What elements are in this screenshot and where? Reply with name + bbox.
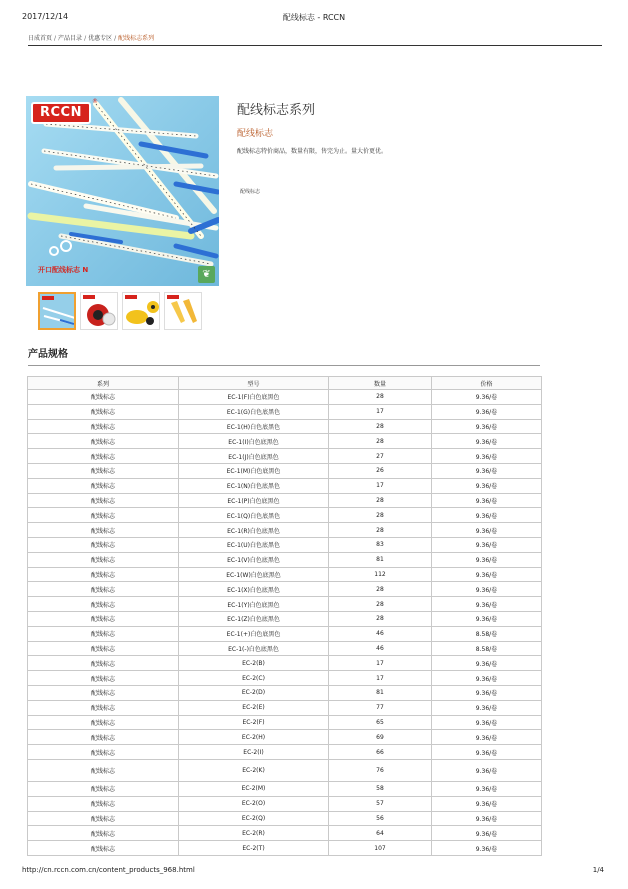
table-row	[28, 523, 542, 538]
column-header: 型号	[179, 377, 329, 390]
price-cell: 8.58/卷	[432, 641, 542, 656]
quantity-cell: 17	[329, 656, 432, 671]
quantity-cell: 28	[329, 434, 432, 449]
price-cell: 9.36/卷	[432, 826, 542, 841]
column-header: 系列	[28, 377, 179, 390]
model-cell: EC-1(N)白色底黑色	[179, 478, 329, 493]
model-cell: EC-1(J)白色底黑色	[179, 449, 329, 464]
quantity-cell: 81	[329, 685, 432, 700]
model-cell: EC-1(F)白色底黑色	[179, 390, 329, 405]
price-cell: 9.36/卷	[432, 508, 542, 523]
model-cell: EC-1(M)白色底黑色	[179, 463, 329, 478]
thumbnail-logo-tag	[83, 295, 95, 299]
series-cell: 配线标志	[28, 715, 179, 730]
thumbnail-2[interactable]	[80, 292, 118, 330]
quantity-cell: 65	[329, 715, 432, 730]
series-cell: 配线标志	[28, 759, 179, 781]
quantity-cell: 69	[329, 730, 432, 745]
thumbnail-logo-tag	[167, 295, 179, 299]
model-cell: EC-2(D)	[179, 685, 329, 700]
model-cell: EC-1(Y)白色底黑色	[179, 597, 329, 612]
column-header: 价格	[432, 377, 542, 390]
thumbnail-1[interactable]	[38, 292, 76, 330]
table-row	[28, 715, 542, 730]
series-cell: 配线标志	[28, 597, 179, 612]
model-cell: EC-1(Z)白色底黑色	[179, 611, 329, 626]
quantity-cell: 83	[329, 537, 432, 552]
thumbnail-logo-tag	[42, 296, 54, 300]
quantity-cell: 28	[329, 419, 432, 434]
price-cell: 8.58/卷	[432, 626, 542, 641]
model-cell: EC-1(V)白色底黑色	[179, 552, 329, 567]
model-cell: EC-1(W)白色底黑色	[179, 567, 329, 582]
price-cell: 9.36/卷	[432, 434, 542, 449]
model-cell: EC-2(M)	[179, 781, 329, 796]
table-row	[28, 656, 542, 671]
quantity-cell: 28	[329, 582, 432, 597]
price-cell: 9.36/卷	[432, 523, 542, 538]
product-subtitle: 配线标志	[237, 129, 274, 139]
model-cell: EC-2(E)	[179, 700, 329, 715]
price-cell: 9.36/卷	[432, 811, 542, 826]
model-cell: EC-1(I)白色底黑色	[179, 434, 329, 449]
quantity-cell: 28	[329, 508, 432, 523]
table-row	[28, 508, 542, 523]
series-cell: 配线标志	[28, 841, 179, 856]
series-cell: 配线标志	[28, 656, 179, 671]
model-cell: EC-1(-)白色底黑色	[179, 641, 329, 656]
quantity-cell: 112	[329, 567, 432, 582]
model-cell: EC-2(O)	[179, 796, 329, 811]
series-cell: 配线标志	[28, 796, 179, 811]
price-cell: 9.36/卷	[432, 671, 542, 686]
series-cell: 配线标志	[28, 641, 179, 656]
breadcrumb-catalog-link[interactable]: 产品目录	[58, 35, 83, 42]
price-cell: 9.36/卷	[432, 493, 542, 508]
model-cell: EC-1(Q)白色底黑色	[179, 508, 329, 523]
model-cell: EC-1(U)白色底黑色	[179, 537, 329, 552]
column-header: 数量	[329, 377, 432, 390]
table-row	[28, 390, 542, 405]
price-cell: 9.36/卷	[432, 745, 542, 760]
table-row	[28, 811, 542, 826]
price-cell: 9.36/卷	[432, 685, 542, 700]
model-cell: EC-1(H)白色底黑色	[179, 419, 329, 434]
rccn-logo: RCCN	[31, 102, 91, 124]
quantity-cell: 26	[329, 463, 432, 478]
quantity-cell: 64	[329, 826, 432, 841]
model-cell: EC-2(K)	[179, 759, 329, 781]
quantity-cell: 17	[329, 404, 432, 419]
model-cell: EC-2(I)	[179, 745, 329, 760]
print-date: 2017/12/14	[22, 12, 69, 21]
quantity-cell: 57	[329, 796, 432, 811]
series-cell: 配线标志	[28, 582, 179, 597]
series-cell: 配线标志	[28, 730, 179, 745]
model-cell: EC-2(C)	[179, 671, 329, 686]
series-cell: 配线标志	[28, 390, 179, 405]
breadcrumb-separator: /	[114, 35, 117, 42]
series-cell: 配线标志	[28, 745, 179, 760]
hero-caption: 开口配线标志 N	[38, 266, 89, 274]
table-row	[28, 434, 542, 449]
spec-table-body	[28, 390, 542, 856]
series-cell: 配线标志	[28, 463, 179, 478]
model-cell: EC-1(R)白色底黑色	[179, 523, 329, 538]
model-cell: EC-1(X)白色底黑色	[179, 582, 329, 597]
series-cell: 配线标志	[28, 419, 179, 434]
series-cell: 配线标志	[28, 611, 179, 626]
price-cell: 9.36/卷	[432, 449, 542, 464]
quantity-cell: 28	[329, 493, 432, 508]
table-row	[28, 685, 542, 700]
table-row	[28, 463, 542, 478]
table-row	[28, 841, 542, 856]
price-cell: 9.36/卷	[432, 419, 542, 434]
quantity-cell: 77	[329, 700, 432, 715]
table-row	[28, 796, 542, 811]
breadcrumb-separator: /	[84, 35, 87, 42]
model-cell: EC-2(T)	[179, 841, 329, 856]
series-cell: 配线标志	[28, 671, 179, 686]
print-title: 配线标志 - RCCN	[282, 13, 346, 22]
quantity-cell: 28	[329, 597, 432, 612]
header-divider	[28, 45, 602, 46]
table-row	[28, 641, 542, 656]
quantity-cell: 17	[329, 671, 432, 686]
model-cell: EC-1(+)白色底黑色	[179, 626, 329, 641]
thumbnail-3[interactable]	[122, 292, 160, 330]
table-row	[28, 567, 542, 582]
price-cell: 9.36/卷	[432, 656, 542, 671]
price-cell: 9.36/卷	[432, 478, 542, 493]
series-cell: 配线标志	[28, 826, 179, 841]
table-row	[28, 404, 542, 419]
table-row	[28, 730, 542, 745]
price-cell: 9.36/卷	[432, 781, 542, 796]
product-description: 配线标志特价商品，数量有限，售完为止。量大价更优。	[237, 148, 388, 155]
table-row	[28, 671, 542, 686]
section-title: 产品规格	[28, 349, 68, 360]
price-cell: 9.36/卷	[432, 715, 542, 730]
price-cell: 9.36/卷	[432, 552, 542, 567]
model-cell: EC-2(F)	[179, 715, 329, 730]
breadcrumb	[28, 33, 154, 42]
breadcrumb-promo-link[interactable]: 优惠专区	[88, 35, 113, 42]
model-cell: EC-1(P)白色底黑色	[179, 493, 329, 508]
model-cell: EC-1(G)白色底黑色	[179, 404, 329, 419]
price-cell: 9.36/卷	[432, 582, 542, 597]
series-cell: 配线标志	[28, 700, 179, 715]
quantity-cell: 27	[329, 449, 432, 464]
price-cell: 9.36/卷	[432, 700, 542, 715]
quantity-cell: 46	[329, 626, 432, 641]
series-cell: 配线标志	[28, 626, 179, 641]
series-cell: 配线标志	[28, 567, 179, 582]
series-cell: 配线标志	[28, 537, 179, 552]
price-cell: 9.36/卷	[432, 597, 542, 612]
series-cell: 配线标志	[28, 552, 179, 567]
price-cell: 9.36/卷	[432, 537, 542, 552]
price-cell: 9.36/卷	[432, 841, 542, 856]
quantity-cell: 56	[329, 811, 432, 826]
series-cell: 配线标志	[28, 449, 179, 464]
table-row	[28, 700, 542, 715]
series-cell: 配线标志	[28, 685, 179, 700]
price-cell: 9.36/卷	[432, 730, 542, 745]
quantity-cell: 17	[329, 478, 432, 493]
registered-mark: ®	[92, 98, 98, 105]
quantity-cell: 28	[329, 390, 432, 405]
series-cell: 配线标志	[28, 508, 179, 523]
breadcrumb-home-link[interactable]: 日成首页	[28, 35, 53, 42]
quantity-cell: 76	[329, 759, 432, 781]
page-url: http://cn.rccn.com.cn/content_products_968.html	[22, 866, 195, 874]
series-cell: 配线标志	[28, 781, 179, 796]
quantity-cell: 28	[329, 611, 432, 626]
price-cell: 9.36/卷	[432, 567, 542, 582]
thumbnail-logo-tag	[125, 295, 137, 299]
model-cell: EC-2(H)	[179, 730, 329, 745]
quantity-cell: 66	[329, 745, 432, 760]
price-cell: 9.36/卷	[432, 463, 542, 478]
table-row	[28, 419, 542, 434]
model-cell: EC-2(Q)	[179, 811, 329, 826]
price-cell: 9.36/卷	[432, 404, 542, 419]
thumbnail-4[interactable]	[164, 292, 202, 330]
breadcrumb-separator: /	[54, 35, 57, 42]
product-title: 配线标志系列	[237, 103, 316, 118]
series-cell: 配线标志	[28, 478, 179, 493]
model-cell: EC-2(B)	[179, 656, 329, 671]
series-cell: 配线标志	[28, 811, 179, 826]
table-row	[28, 826, 542, 841]
quantity-cell: 46	[329, 641, 432, 656]
series-cell: 配线标志	[28, 404, 179, 419]
print-footer	[22, 866, 604, 878]
quantity-cell: 28	[329, 523, 432, 538]
quantity-cell: 81	[329, 552, 432, 567]
table-row	[28, 449, 542, 464]
table-row	[28, 537, 542, 552]
price-cell: 9.36/卷	[432, 390, 542, 405]
breadcrumb-current: 配线标志系列	[118, 35, 155, 42]
table-row	[28, 582, 542, 597]
product-main-image[interactable]	[26, 96, 219, 286]
table-header-row	[28, 377, 542, 390]
print-header	[22, 12, 606, 24]
spec-table	[27, 376, 542, 856]
series-cell: 配线标志	[28, 493, 179, 508]
page-number: 1/4	[592, 866, 604, 874]
quantity-cell: 107	[329, 841, 432, 856]
quantity-cell: 58	[329, 781, 432, 796]
model-cell: EC-2(R)	[179, 826, 329, 841]
table-row	[28, 478, 542, 493]
table-row	[28, 493, 542, 508]
table-row	[28, 597, 542, 612]
table-row	[28, 611, 542, 626]
section-divider	[28, 365, 540, 366]
table-row	[28, 552, 542, 567]
table-row	[28, 745, 542, 760]
series-cell: 配线标志	[28, 523, 179, 538]
wire-markers-illustration	[26, 96, 219, 286]
table-row	[28, 626, 542, 641]
table-row	[28, 759, 542, 781]
product-tag[interactable]: 配线标志	[240, 189, 261, 195]
price-cell: 9.36/卷	[432, 611, 542, 626]
table-row	[28, 781, 542, 796]
price-cell: 9.36/卷	[432, 759, 542, 781]
price-cell: 9.36/卷	[432, 796, 542, 811]
series-cell: 配线标志	[28, 434, 179, 449]
leaf-icon: ❦	[198, 266, 215, 283]
